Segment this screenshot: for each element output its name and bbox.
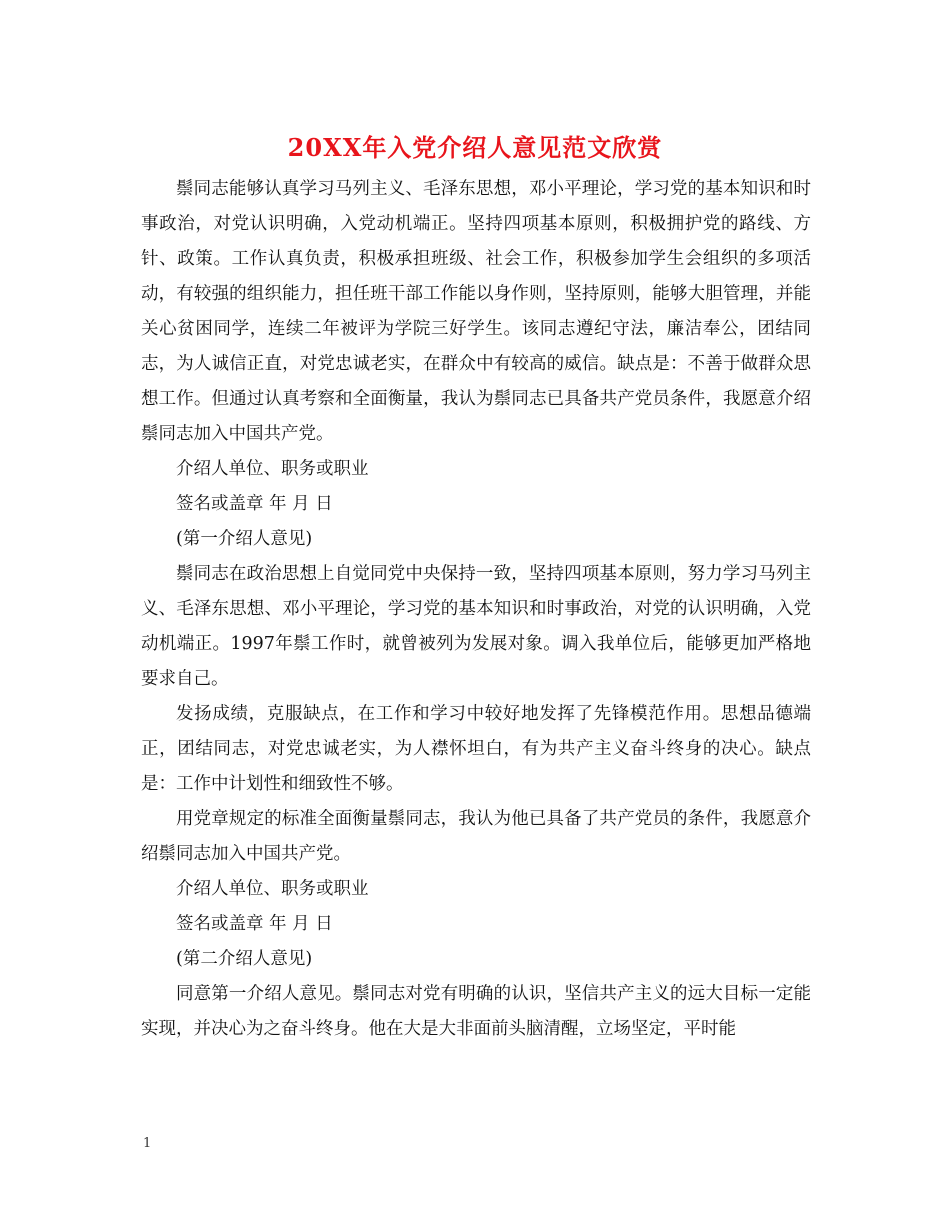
document-body	[141, 172, 811, 1047]
paragraph-second-introducer-opinion: 鬃同志在政治思想上自觉同党中央保持一致，坚持四项基本原则，努力学习马列主义、毛泽东思想、邓小平理论，学习党的基本知识和时事政治，对党的认识明确，入党动机端正。1997年鬃工作时，就曾被列为发展对象。调入我单位后，能够更加严格地要求自己。	[141, 564, 811, 689]
document-title: 20XX年入党介绍人意见范文欣赏	[287, 133, 663, 162]
section-label-first-introducer: (第一介绍人意见)	[176, 529, 313, 549]
section-label-second-introducer: (第二介绍人意见)	[176, 949, 313, 969]
signature-date-line: 签名或盖章 年 月 日	[176, 914, 333, 934]
page-number: 1	[143, 1136, 152, 1151]
paragraph-recommendation: 用党章规定的标准全面衡量鬃同志，我认为他已具备了共产党员的条件，我愿意介绍鬃同志加入中国共产党。	[141, 809, 811, 864]
introducer-unit-line: 介绍人单位、职务或职业	[176, 879, 369, 899]
signature-date-line: 签名或盖章 年 月 日	[176, 494, 333, 514]
paragraph-first-introducer-opinion: 鬃同志能够认真学习马列主义、毛泽东思想，邓小平理论，学习党的基本知识和时事政治，对党认识明确，入党动机端正。坚持四项基本原则，积极拥护党的路线、方针、政策。工作认真负责，积极承担班级、社会工作，积极参加学生会组织的多项活动，有较强的组织能力，担任班干部工作能以身作则，坚持原则，能够大胆管理，并能关心贫困同学，连续二年被评为学院三好学生。该同志遵纪守法，廉洁奉公，团结同志，为人诚信正直，对党忠诚老实，在群众中有较高的威信。缺点是：不善于做群众思想工作。但通过认真考察和全面衡量，我认为鬃同志已具备共产党员条件，我愿意介绍鬃同志加入中国共产党。	[141, 179, 811, 444]
introducer-unit-line: 介绍人单位、职务或职业	[176, 459, 369, 479]
paragraph-agreement: 同意第一介绍人意见。鬃同志对党有明确的认识，坚信共产主义的远大目标一定能实现，并决心为之奋斗终身。他在大是大非面前头脑清醒，立场坚定，平时能	[141, 984, 811, 1039]
paragraph-performance: 发扬成绩，克服缺点，在工作和学习中较好地发挥了先锋模范作用。思想品德端正，团结同志，对党忠诚老实，为人襟怀坦白，有为共产主义奋斗终身的决心。缺点是：工作中计划性和细致性不够。	[141, 704, 811, 794]
